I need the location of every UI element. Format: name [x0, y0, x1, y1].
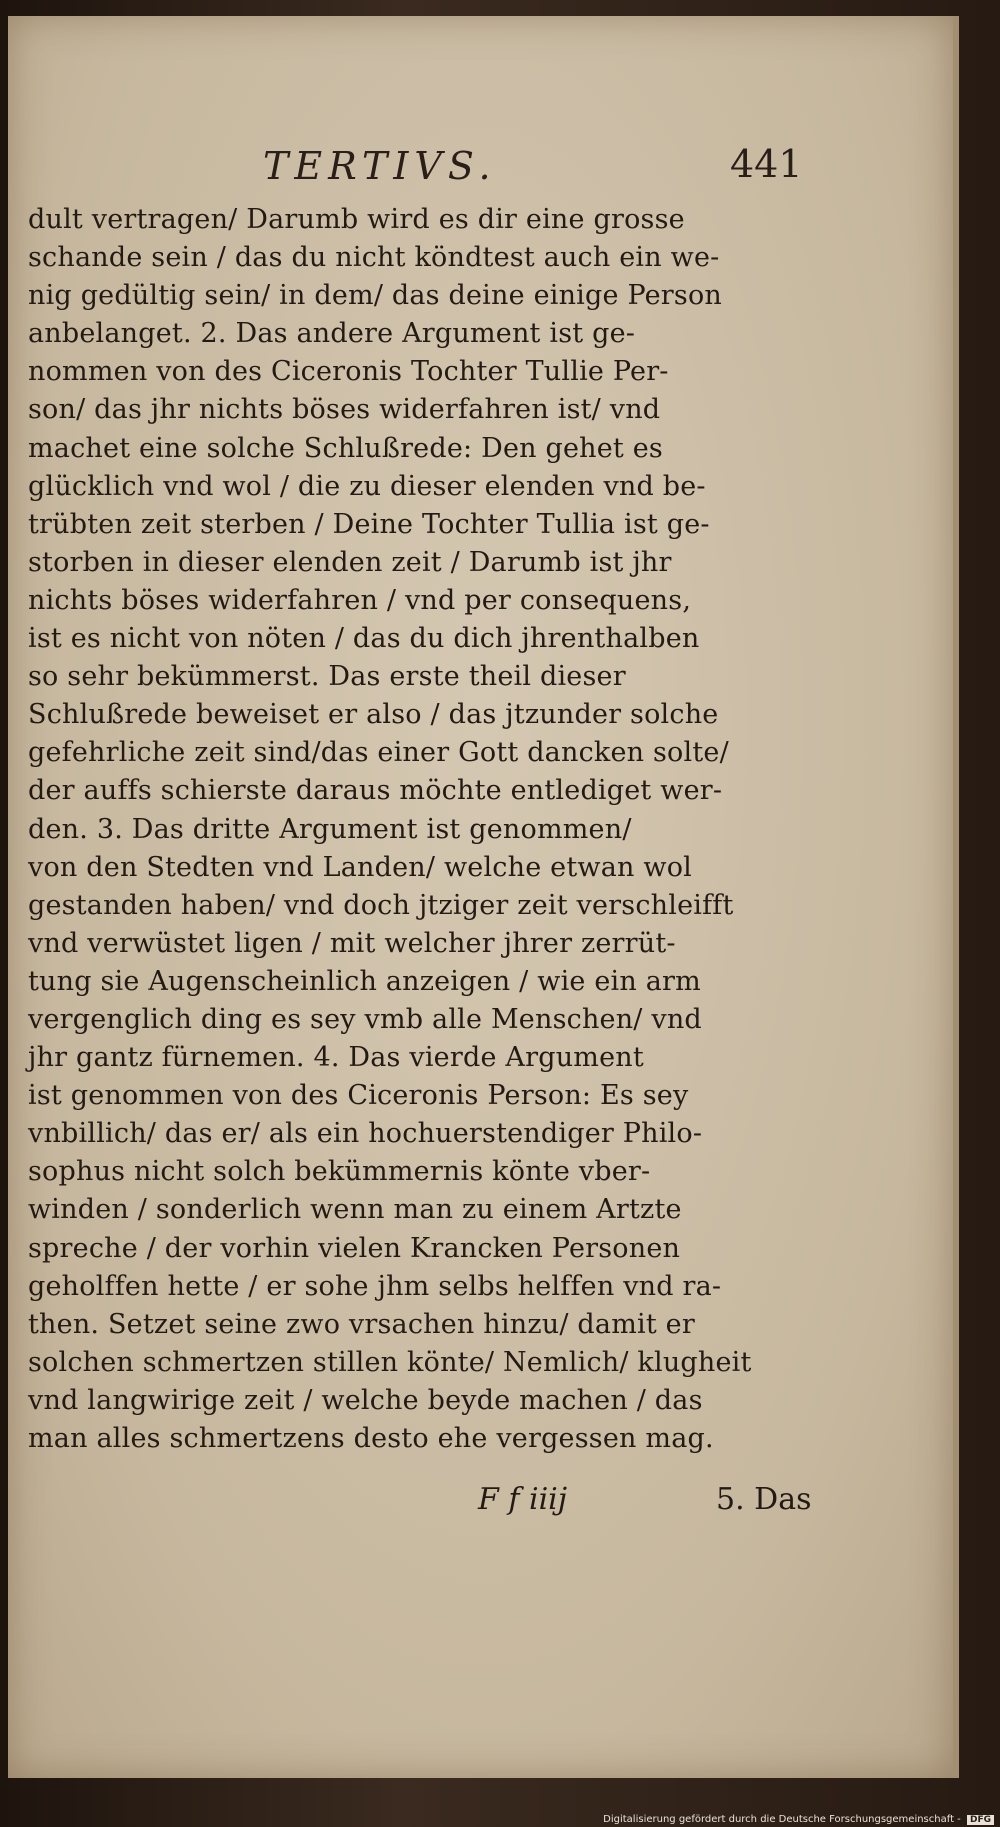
- text-line: vnd langwirige zeit / welche beyde machen / das: [28, 1384, 703, 1416]
- text-line: gefehrliche zeit sind/das einer Gott dancken solte/: [28, 737, 729, 769]
- text-line: sophus nicht solch bekümmernis könte vber-: [28, 1156, 651, 1188]
- text-line: tung sie Augenscheinlich anzeigen / wie ein arm: [28, 965, 701, 997]
- text-line: Schlußrede beweiset er also / das jtzunder solche: [28, 699, 719, 731]
- text-line: nommen von des Ciceronis Tochter Tullie Per-: [28, 356, 669, 388]
- text-line: geholffen hette / er sohe jhm selbs helffen vnd ra-: [28, 1270, 722, 1302]
- text-line: winden / sonderlich wenn man zu einem Artzte: [28, 1194, 682, 1226]
- page-number: 441: [730, 142, 803, 186]
- signature-mark: F f iiij: [478, 1482, 568, 1517]
- text-line: gestanden haben/ vnd doch jtziger zeit verschleifft: [28, 889, 734, 921]
- text-line: den. 3. Das dritte Argument ist genommen/: [28, 813, 632, 845]
- text-line: schande sein / das du nicht köndtest auch ein we-: [28, 242, 720, 274]
- text-line: dult vertragen/ Darumb wird es dir eine grosse: [28, 204, 685, 235]
- text-line: der auffs schierste daraus möchte entlediget wer-: [28, 775, 723, 807]
- text-line: ist es nicht von nöten / das du dich jhrenthalben: [28, 623, 700, 655]
- page-header: [8, 134, 953, 194]
- text-line: von den Stedten vnd Landen/ welche etwan wol: [28, 851, 692, 883]
- text-line: storben in dieser elenden zeit / Darumb ist jhr: [28, 546, 672, 578]
- body-text: [28, 201, 828, 1458]
- book-page: [8, 16, 959, 1778]
- text-line: so sehr bekümmerst. Das erste theil dieser: [28, 661, 626, 693]
- text-line: man alles schmertzens desto ehe vergessen mag.: [28, 1423, 714, 1454]
- text-line: jhr gantz fürnemen. 4. Das vierde Argument: [28, 1042, 644, 1074]
- text-line: trübten zeit sterben / Deine Tochter Tullia ist ge-: [28, 508, 710, 540]
- text-line: vnbillich/ das er/ als ein hochuerstendiger Philo-: [28, 1118, 703, 1150]
- catchword: 5. Das: [716, 1482, 812, 1517]
- text-line: solchen schmertzen stillen könte/ Nemlich/ klugheit: [28, 1346, 752, 1378]
- text-line: son/ das jhr nichts böses widerfahren ist/ vnd: [28, 394, 661, 426]
- credit-text: Digitalisierung gefördert durch die Deutsche Forschungsgemeinschaft -: [603, 1814, 961, 1825]
- text-line: vnd verwüstet ligen / mit welcher jhrer zerrüt-: [28, 927, 676, 959]
- text-line: nichts böses widerfahren / vnd per consequens,: [28, 584, 692, 616]
- text-line: spreche / der vorhin vielen Krancken Personen: [28, 1232, 681, 1264]
- page-footer: [8, 1482, 953, 1522]
- text-line: nig gedültig sein/ in dem/ das deine einige Person: [28, 280, 722, 312]
- text-line: ist genommen von des Ciceronis Person: Es sey: [28, 1080, 689, 1112]
- running-title: TERTIVS.: [263, 144, 497, 188]
- digitization-credit: [603, 1814, 994, 1825]
- text-line: glücklich vnd wol / die zu dieser elenden vnd be-: [28, 470, 706, 502]
- text-line: vergenglich ding es sey vmb alle Menschen/ vnd: [28, 1003, 702, 1035]
- dfg-logo: DFG: [967, 1815, 994, 1825]
- text-line: machet eine solche Schlußrede: Den gehet es: [28, 432, 663, 464]
- text-line: then. Setzet seine zwo vrsachen hinzu/ damit er: [28, 1308, 695, 1340]
- text-line: anbelanget. 2. Das andere Argument ist ge-: [28, 318, 636, 350]
